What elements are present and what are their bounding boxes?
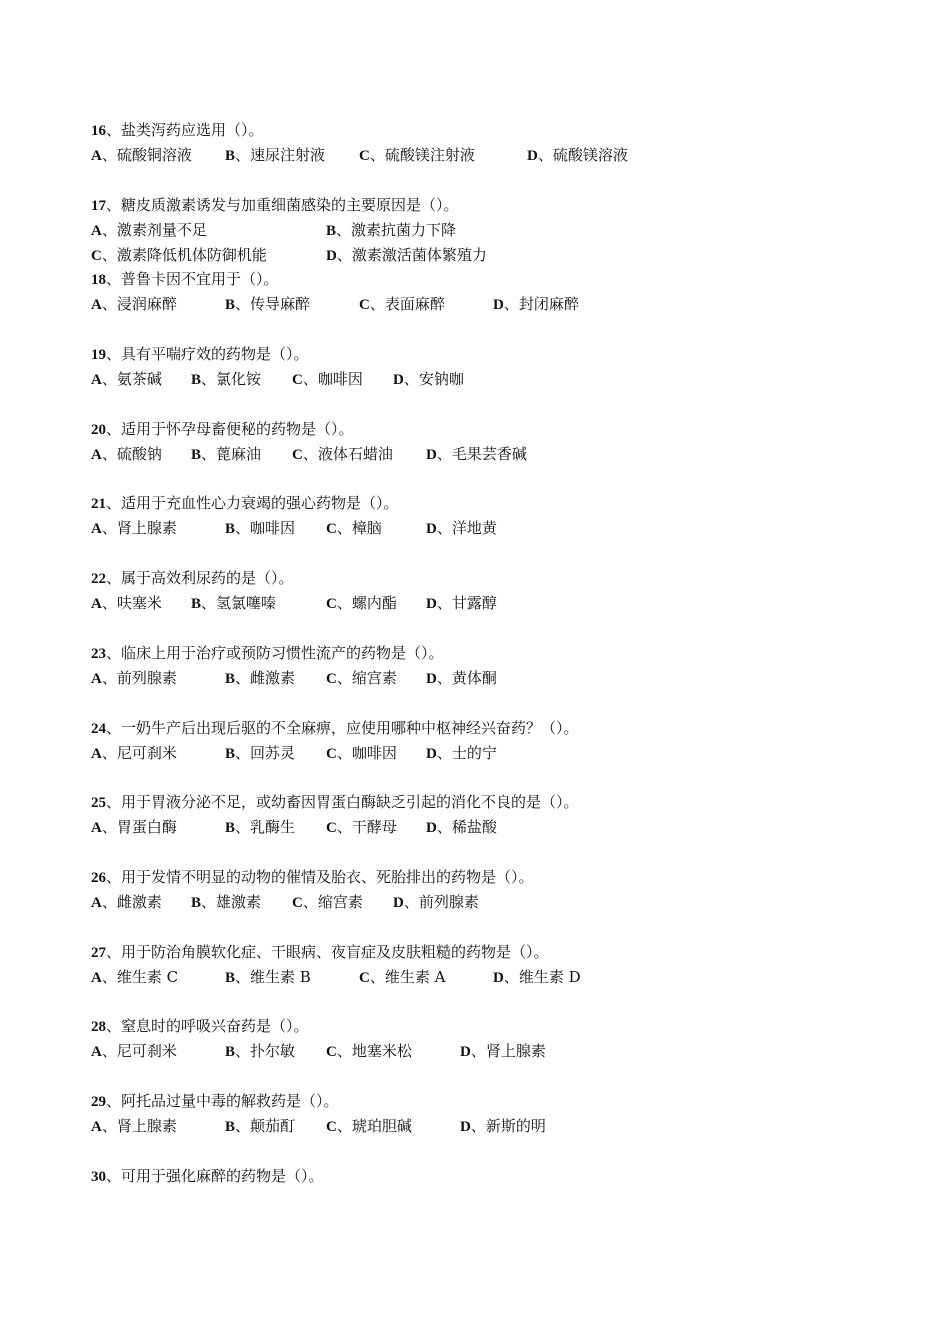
option-text: 、咖啡因 <box>302 370 363 389</box>
option-letter: C <box>292 894 303 911</box>
option-row <box>91 143 911 168</box>
option-c <box>326 741 397 767</box>
option-letter: A <box>91 596 102 613</box>
question-number: 17 <box>91 197 106 214</box>
option-a <box>91 1114 177 1140</box>
option-text: 、激素剂量不足 <box>101 220 207 239</box>
option-d <box>426 442 527 468</box>
option-text: 、肾上腺素 <box>470 1042 546 1061</box>
option-c <box>91 243 267 269</box>
option-text: 、稀盐酸 <box>436 818 497 837</box>
option-letter: D <box>393 894 404 911</box>
option-text: 、激素抗菌力下降 <box>336 220 457 239</box>
option-letter: C <box>326 670 337 687</box>
option-text: 、干酵母 <box>336 818 397 837</box>
question-text-line <box>91 716 911 741</box>
option-d <box>426 516 497 542</box>
question-number: 19 <box>91 347 106 364</box>
option-d <box>326 243 487 269</box>
option-text: 、胃蛋白酶 <box>101 818 177 837</box>
question-17 <box>91 193 911 268</box>
option-letter: B <box>225 745 236 762</box>
option-letter: D <box>460 1044 471 1061</box>
question-27 <box>91 940 911 1015</box>
question-number: 20 <box>91 421 106 438</box>
option-row <box>91 965 911 990</box>
option-letter: B <box>225 148 236 164</box>
option-letter: A <box>91 446 102 463</box>
option-text: 、黄体酮 <box>436 668 497 687</box>
question-number: 29 <box>91 1093 106 1110</box>
option-a <box>91 143 192 169</box>
option-text: 、呋塞米 <box>101 594 162 613</box>
option-letter: C <box>91 247 102 264</box>
question-text-line <box>91 417 911 442</box>
option-b <box>225 1114 295 1140</box>
option-letter: D <box>426 446 437 463</box>
option-b <box>225 292 310 318</box>
option-c <box>292 442 393 468</box>
option-letter: A <box>91 297 102 314</box>
question-text-line <box>91 641 911 666</box>
question-28 <box>91 1014 911 1089</box>
option-b <box>191 591 276 617</box>
option-letter: B <box>225 1044 236 1061</box>
option-letter: B <box>326 222 337 239</box>
option-text: 、缩宫素 <box>336 668 397 687</box>
option-letter: B <box>225 670 236 687</box>
option-letter: D <box>426 820 437 837</box>
option-a <box>91 442 162 468</box>
option-letter: D <box>393 372 404 389</box>
option-b <box>225 1039 295 1065</box>
option-letter: A <box>91 894 102 911</box>
option-text: 、咖啡因 <box>235 519 296 538</box>
option-row <box>91 1114 911 1139</box>
option-letter: B <box>225 820 236 837</box>
option-d <box>426 741 497 767</box>
option-letter: B <box>191 446 202 463</box>
question-26 <box>91 865 911 940</box>
option-letter: A <box>91 148 102 164</box>
option-text: 、乳酶生 <box>235 818 296 837</box>
option-letter: C <box>326 1118 337 1135</box>
option-c <box>292 367 363 393</box>
option-c <box>326 815 397 841</box>
question-20 <box>91 417 911 492</box>
option-row <box>91 591 911 616</box>
question-23 <box>91 641 911 716</box>
option-a <box>91 591 162 617</box>
option-b <box>225 741 295 767</box>
option-b <box>225 516 295 542</box>
question-29 <box>91 1089 911 1164</box>
question-text-line <box>91 118 911 143</box>
option-text: 、前列腺素 <box>403 892 479 911</box>
option-c <box>326 516 382 542</box>
question-number: 25 <box>91 795 106 812</box>
option-row <box>91 218 911 243</box>
question-number: 26 <box>91 869 106 886</box>
question-text: 、普鲁卡因不宜用于（）。 <box>106 270 279 289</box>
option-letter: C <box>326 596 337 613</box>
question-text: 、具有平喘疗效的药物是（）。 <box>106 345 309 364</box>
option-letter: D <box>426 521 437 538</box>
question-number: 23 <box>91 645 106 662</box>
option-b <box>191 890 261 916</box>
option-d <box>393 890 479 916</box>
option-c <box>292 890 363 916</box>
question-text: 、糖皮质激素诱发与加重细菌感染的主要原因是（）。 <box>106 195 459 214</box>
option-a <box>91 516 177 542</box>
option-letter: A <box>91 969 102 986</box>
option-row <box>91 243 911 268</box>
option-text: 、硫酸镁注射液 <box>369 146 475 164</box>
question-text: 、窒息时的呼吸兴奋药是（）。 <box>106 1017 309 1036</box>
option-text: 、激素激活菌体繁殖力 <box>336 245 487 264</box>
option-letter: B <box>191 372 202 389</box>
option-row <box>91 367 911 392</box>
option-d <box>393 367 464 393</box>
option-text: 、硫酸钠 <box>101 444 162 463</box>
question-number: 27 <box>91 944 106 961</box>
option-text: 、维生素 B <box>235 967 311 986</box>
option-text: 、螺内酯 <box>336 594 397 613</box>
option-text: 、激素降低机体防御机能 <box>101 245 267 264</box>
option-letter: C <box>292 446 303 463</box>
option-row <box>91 442 911 467</box>
question-25 <box>91 790 911 865</box>
question-text-line <box>91 1164 911 1189</box>
question-text: 、阿托品过量中毒的解救药是（）。 <box>106 1091 339 1110</box>
option-letter: C <box>326 820 337 837</box>
option-text: 、樟脑 <box>336 519 382 538</box>
option-row <box>91 741 911 766</box>
option-letter: B <box>225 969 236 986</box>
option-a <box>91 292 177 318</box>
option-d <box>426 815 497 841</box>
option-row <box>91 292 911 317</box>
option-letter: B <box>191 596 202 613</box>
question-number: 21 <box>91 496 106 513</box>
option-letter: D <box>426 670 437 687</box>
option-text: 、地塞米松 <box>336 1042 412 1061</box>
option-c <box>359 965 445 991</box>
option-c <box>326 666 397 692</box>
option-a <box>91 666 177 692</box>
option-text: 、传导麻醉 <box>235 295 311 314</box>
option-row <box>91 815 911 840</box>
option-letter: A <box>91 745 102 762</box>
option-row <box>91 516 911 541</box>
option-b <box>225 815 295 841</box>
option-letter: D <box>326 247 337 264</box>
option-text: 、维生素 C <box>101 967 179 986</box>
option-b <box>225 666 295 692</box>
option-text: 、硫酸铜溶液 <box>101 146 192 164</box>
option-text: 、咖啡因 <box>336 743 397 762</box>
option-a <box>91 367 162 393</box>
question-number: 16 <box>91 123 106 139</box>
option-letter: C <box>292 372 303 389</box>
question-18 <box>91 267 911 342</box>
option-row <box>91 666 911 691</box>
question-text: 、属于高效利尿药的是（）。 <box>106 569 294 588</box>
question-text-line <box>91 1089 911 1114</box>
option-letter: A <box>91 222 102 239</box>
option-c <box>326 1039 412 1065</box>
option-letter: D <box>460 1118 471 1135</box>
question-21 <box>91 491 911 566</box>
option-text: 、毛果芸香碱 <box>436 444 527 463</box>
option-c <box>326 1114 412 1140</box>
option-text: 、缩宫素 <box>302 892 363 911</box>
option-text: 、维生素 A <box>369 967 446 986</box>
option-letter: C <box>359 148 370 164</box>
option-text: 、氨茶碱 <box>101 370 162 389</box>
option-letter: A <box>91 1044 102 1061</box>
option-letter: C <box>359 297 370 314</box>
option-a <box>91 815 177 841</box>
option-row <box>91 890 911 915</box>
option-b <box>225 965 311 991</box>
question-22 <box>91 566 911 641</box>
option-letter: D <box>493 969 504 986</box>
question-text: 、盐类泻药应选用（）。 <box>106 121 264 139</box>
question-24 <box>91 716 911 791</box>
question-text-line <box>91 790 911 815</box>
question-text-line <box>91 1014 911 1039</box>
option-text: 、甘露醇 <box>436 594 497 613</box>
option-letter: C <box>326 521 337 538</box>
option-text: 、颠茄酊 <box>235 1116 296 1135</box>
question-text: 、用于发情不明显的动物的催情及胎衣、死胎排出的药物是（）。 <box>106 867 534 886</box>
option-text: 、士的宁 <box>436 743 497 762</box>
option-d <box>493 292 579 318</box>
option-letter: B <box>225 1118 236 1135</box>
option-text: 、浸润麻醉 <box>101 295 177 314</box>
question-number: 28 <box>91 1019 106 1036</box>
option-letter: D <box>426 596 437 613</box>
option-text: 、表面麻醉 <box>369 295 445 314</box>
option-d <box>426 666 497 692</box>
question-list <box>91 118 911 1238</box>
option-letter: C <box>326 1044 337 1061</box>
option-c <box>326 591 397 617</box>
option-a <box>91 965 178 991</box>
question-text-line <box>91 491 911 516</box>
option-letter: A <box>91 372 102 389</box>
question-text-line <box>91 566 911 591</box>
question-text: 、适用于怀孕母畜便秘的药物是（）。 <box>106 419 354 438</box>
option-b <box>191 367 261 393</box>
option-letter: D <box>527 148 538 164</box>
question-text: 、可用于强化麻醉的药物是（）。 <box>106 1166 324 1185</box>
option-d <box>426 591 497 617</box>
question-text: 、用于防治角膜软化症、干眼病、夜盲症及皮肤粗糙的药物是（）。 <box>106 942 549 961</box>
option-text: 、氯化铵 <box>201 370 262 389</box>
question-30 <box>91 1164 911 1239</box>
option-b <box>326 218 456 244</box>
option-row <box>91 1039 911 1064</box>
option-text: 、硫酸镁溶液 <box>537 146 628 164</box>
option-a <box>91 890 162 916</box>
option-text: 、尼可刹米 <box>101 1042 177 1061</box>
option-letter: A <box>91 820 102 837</box>
question-text: 、临床上用于治疗或预防习惯性流产的药物是（）。 <box>106 643 444 662</box>
option-text: 、肾上腺素 <box>101 519 177 538</box>
option-letter: D <box>493 297 504 314</box>
option-text: 、琥珀胆碱 <box>336 1116 412 1135</box>
option-d <box>527 143 628 169</box>
option-text: 、蓖麻油 <box>201 444 262 463</box>
question-text-line <box>91 342 911 367</box>
option-a <box>91 1039 177 1065</box>
option-text: 、新斯的明 <box>470 1116 546 1135</box>
question-number: 30 <box>91 1168 106 1185</box>
option-text: 、速尿注射液 <box>235 146 326 164</box>
option-text: 、维生素 D <box>503 967 581 986</box>
option-b <box>225 143 325 169</box>
option-text: 、氢氯噻嗪 <box>201 594 277 613</box>
question-16 <box>91 118 911 193</box>
option-letter: A <box>91 521 102 538</box>
option-b <box>191 442 261 468</box>
option-letter: B <box>225 521 236 538</box>
option-letter: B <box>225 297 236 314</box>
question-text-line <box>91 267 911 292</box>
option-letter: A <box>91 670 102 687</box>
option-c <box>359 143 475 169</box>
option-text: 、前列腺素 <box>101 668 177 687</box>
option-d <box>460 1114 546 1140</box>
option-text: 、雌激素 <box>101 892 162 911</box>
question-number: 22 <box>91 571 106 588</box>
question-text-line <box>91 940 911 965</box>
option-d <box>460 1039 546 1065</box>
option-c <box>359 292 445 318</box>
option-letter: C <box>359 969 370 986</box>
option-letter: C <box>326 745 337 762</box>
option-text: 、安钠咖 <box>403 370 464 389</box>
question-text-line <box>91 865 911 890</box>
option-letter: D <box>426 745 437 762</box>
option-text: 、雄激素 <box>201 892 262 911</box>
question-number: 24 <box>91 720 106 737</box>
question-text-line <box>91 193 911 218</box>
question-number: 18 <box>91 272 106 289</box>
option-text: 、扑尔敏 <box>235 1042 296 1061</box>
option-text: 、回苏灵 <box>235 743 296 762</box>
option-d <box>493 965 581 991</box>
option-text: 、雌激素 <box>235 668 296 687</box>
question-19 <box>91 342 911 417</box>
option-letter: B <box>191 894 202 911</box>
option-text: 、肾上腺素 <box>101 1116 177 1135</box>
option-text: 、封闭麻醉 <box>503 295 579 314</box>
question-text: 、一奶牛产后出现后驱的不全麻痹，应使用哪种中枢神经兴奋药？（）。 <box>106 718 579 737</box>
option-text: 、尼可刹米 <box>101 743 177 762</box>
option-a <box>91 218 207 244</box>
option-text: 、洋地黄 <box>436 519 497 538</box>
option-a <box>91 741 177 767</box>
option-text: 、液体石蜡油 <box>302 444 393 463</box>
option-letter: A <box>91 1118 102 1135</box>
question-text: 、适用于充血性心力衰竭的强心药物是（）。 <box>106 494 399 513</box>
question-text: 、用于胃液分泌不足，或幼畜因胃蛋白酶缺乏引起的消化不良的是（）。 <box>106 793 579 812</box>
